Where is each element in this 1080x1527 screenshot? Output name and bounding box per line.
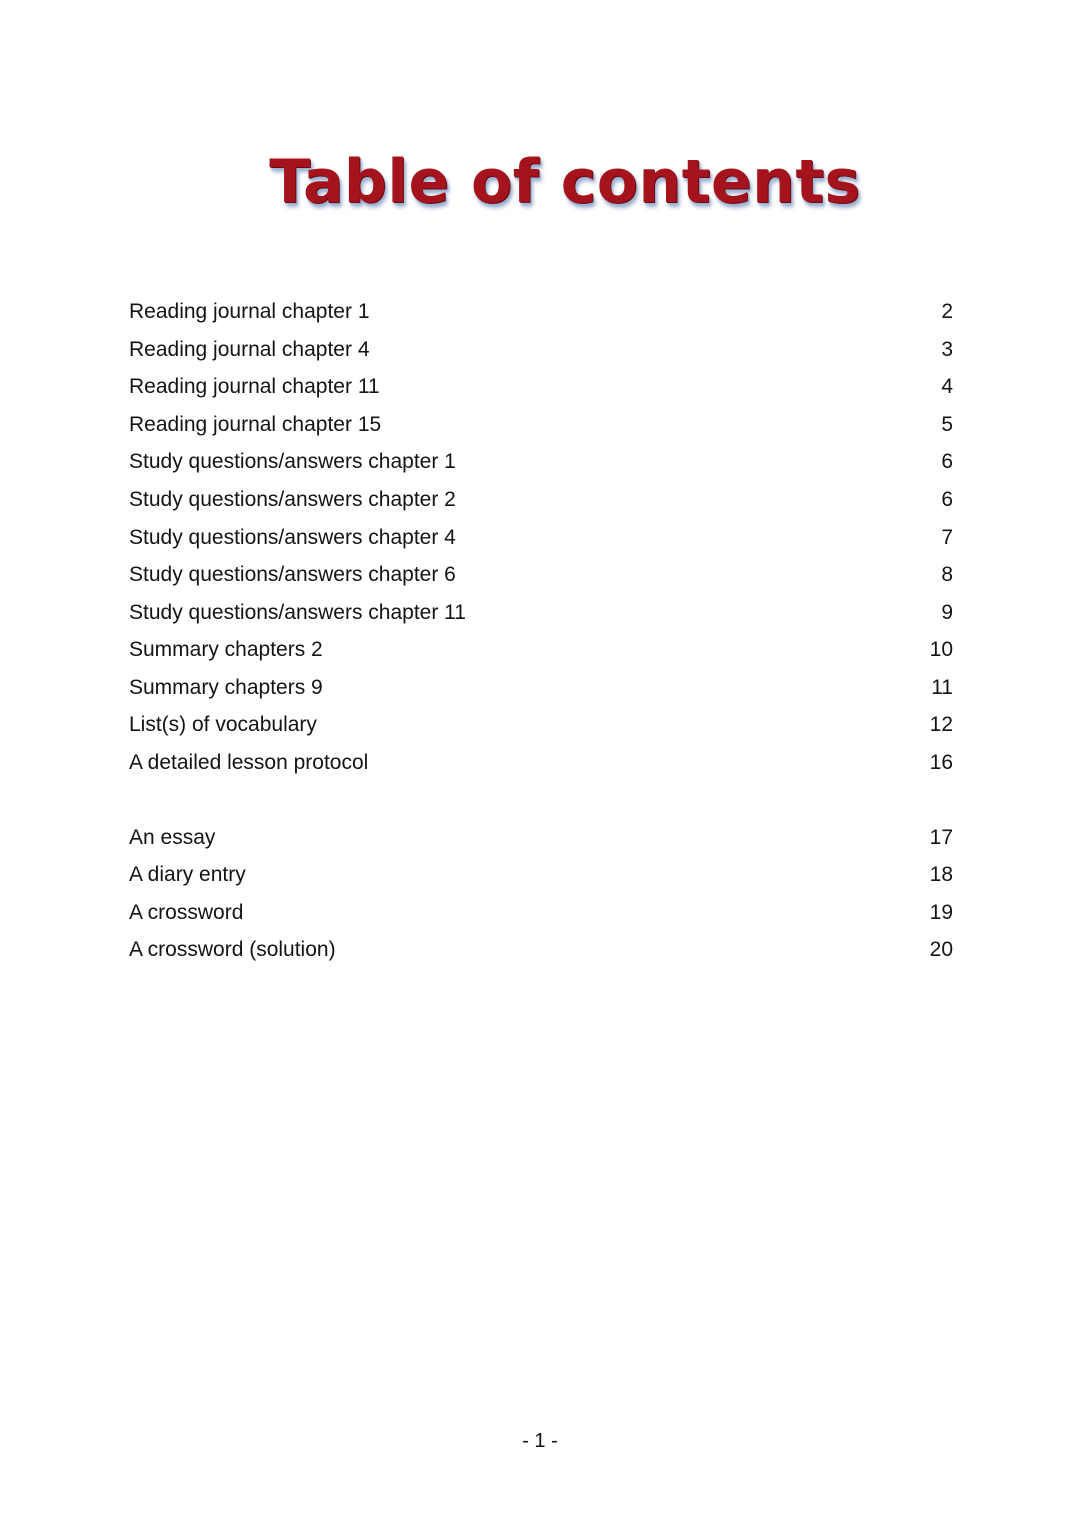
toc-entry-page-number: 20 [929,938,953,961]
toc-entry-page-number: 3 [941,338,953,361]
toc-entry [129,935,953,965]
toc-entry [129,710,953,740]
page-number: - 1 - [522,1430,558,1452]
toc-entry-page-number: 12 [929,713,953,736]
page-title: Table of contents [269,147,861,218]
toc-entry-page-number: 8 [941,563,953,586]
toc-entry [129,635,953,665]
toc-entry [129,523,953,553]
toc-entry-page-number: 6 [941,488,953,511]
toc-entry-label: A diary entry [129,863,246,886]
toc-entry-label: A crossword [129,901,244,924]
toc-entry-page-number: 17 [929,826,953,849]
toc-entry-label: Study questions/answers chapter 6 [129,563,456,586]
toc-entry-page-number: 6 [941,450,953,473]
toc-entry-label: Study questions/answers chapter 11 [129,601,466,624]
toc-entry-page-number: 2 [941,300,953,323]
toc-entry [129,860,953,890]
toc-entry-label: List(s) of vocabulary [129,713,317,736]
toc-entry-page-number: 4 [941,375,953,398]
toc-entry [129,748,953,778]
toc-entry-label: Study questions/answers chapter 1 [129,450,456,473]
toc-entry-page-number: 18 [929,863,953,886]
toc-entry-label: Reading journal chapter 11 [129,375,380,398]
toc-entry [129,673,953,703]
toc-entry-page-number: 9 [941,601,953,624]
toc-entry [129,447,953,477]
toc-entry [129,410,953,440]
toc-entry-page-number: 16 [929,751,953,774]
toc-entry [129,898,953,928]
toc-entry [129,335,953,365]
toc-entry [129,485,953,515]
toc-entry-label: Summary chapters 2 [129,638,323,661]
toc-entry-label: Reading journal chapter 15 [129,413,382,436]
toc-entry [129,297,953,327]
toc-entry-label: Study questions/answers chapter 2 [129,488,456,511]
toc-entry-label: Summary chapters 9 [129,676,323,699]
toc-entry-label: Study questions/answers chapter 4 [129,526,456,549]
toc-entry-page-number: 19 [929,901,953,924]
toc-entry-page-number: 7 [941,526,953,549]
toc-entry [129,372,953,402]
toc-entry-label: Reading journal chapter 4 [129,338,370,361]
toc-entry-page-number: 10 [929,638,953,661]
toc-entry [129,823,953,853]
toc-entry-label: A crossword (solution) [129,938,336,961]
toc-entry-label: An essay [129,826,216,849]
toc-entry-label: A detailed lesson protocol [129,751,369,774]
toc-entry-page-number: 11 [931,676,953,699]
toc-entry [129,598,953,628]
toc-entry [129,560,953,590]
toc-entry-page-number: 5 [941,413,953,436]
toc-entry-label: Reading journal chapter 1 [129,300,370,323]
